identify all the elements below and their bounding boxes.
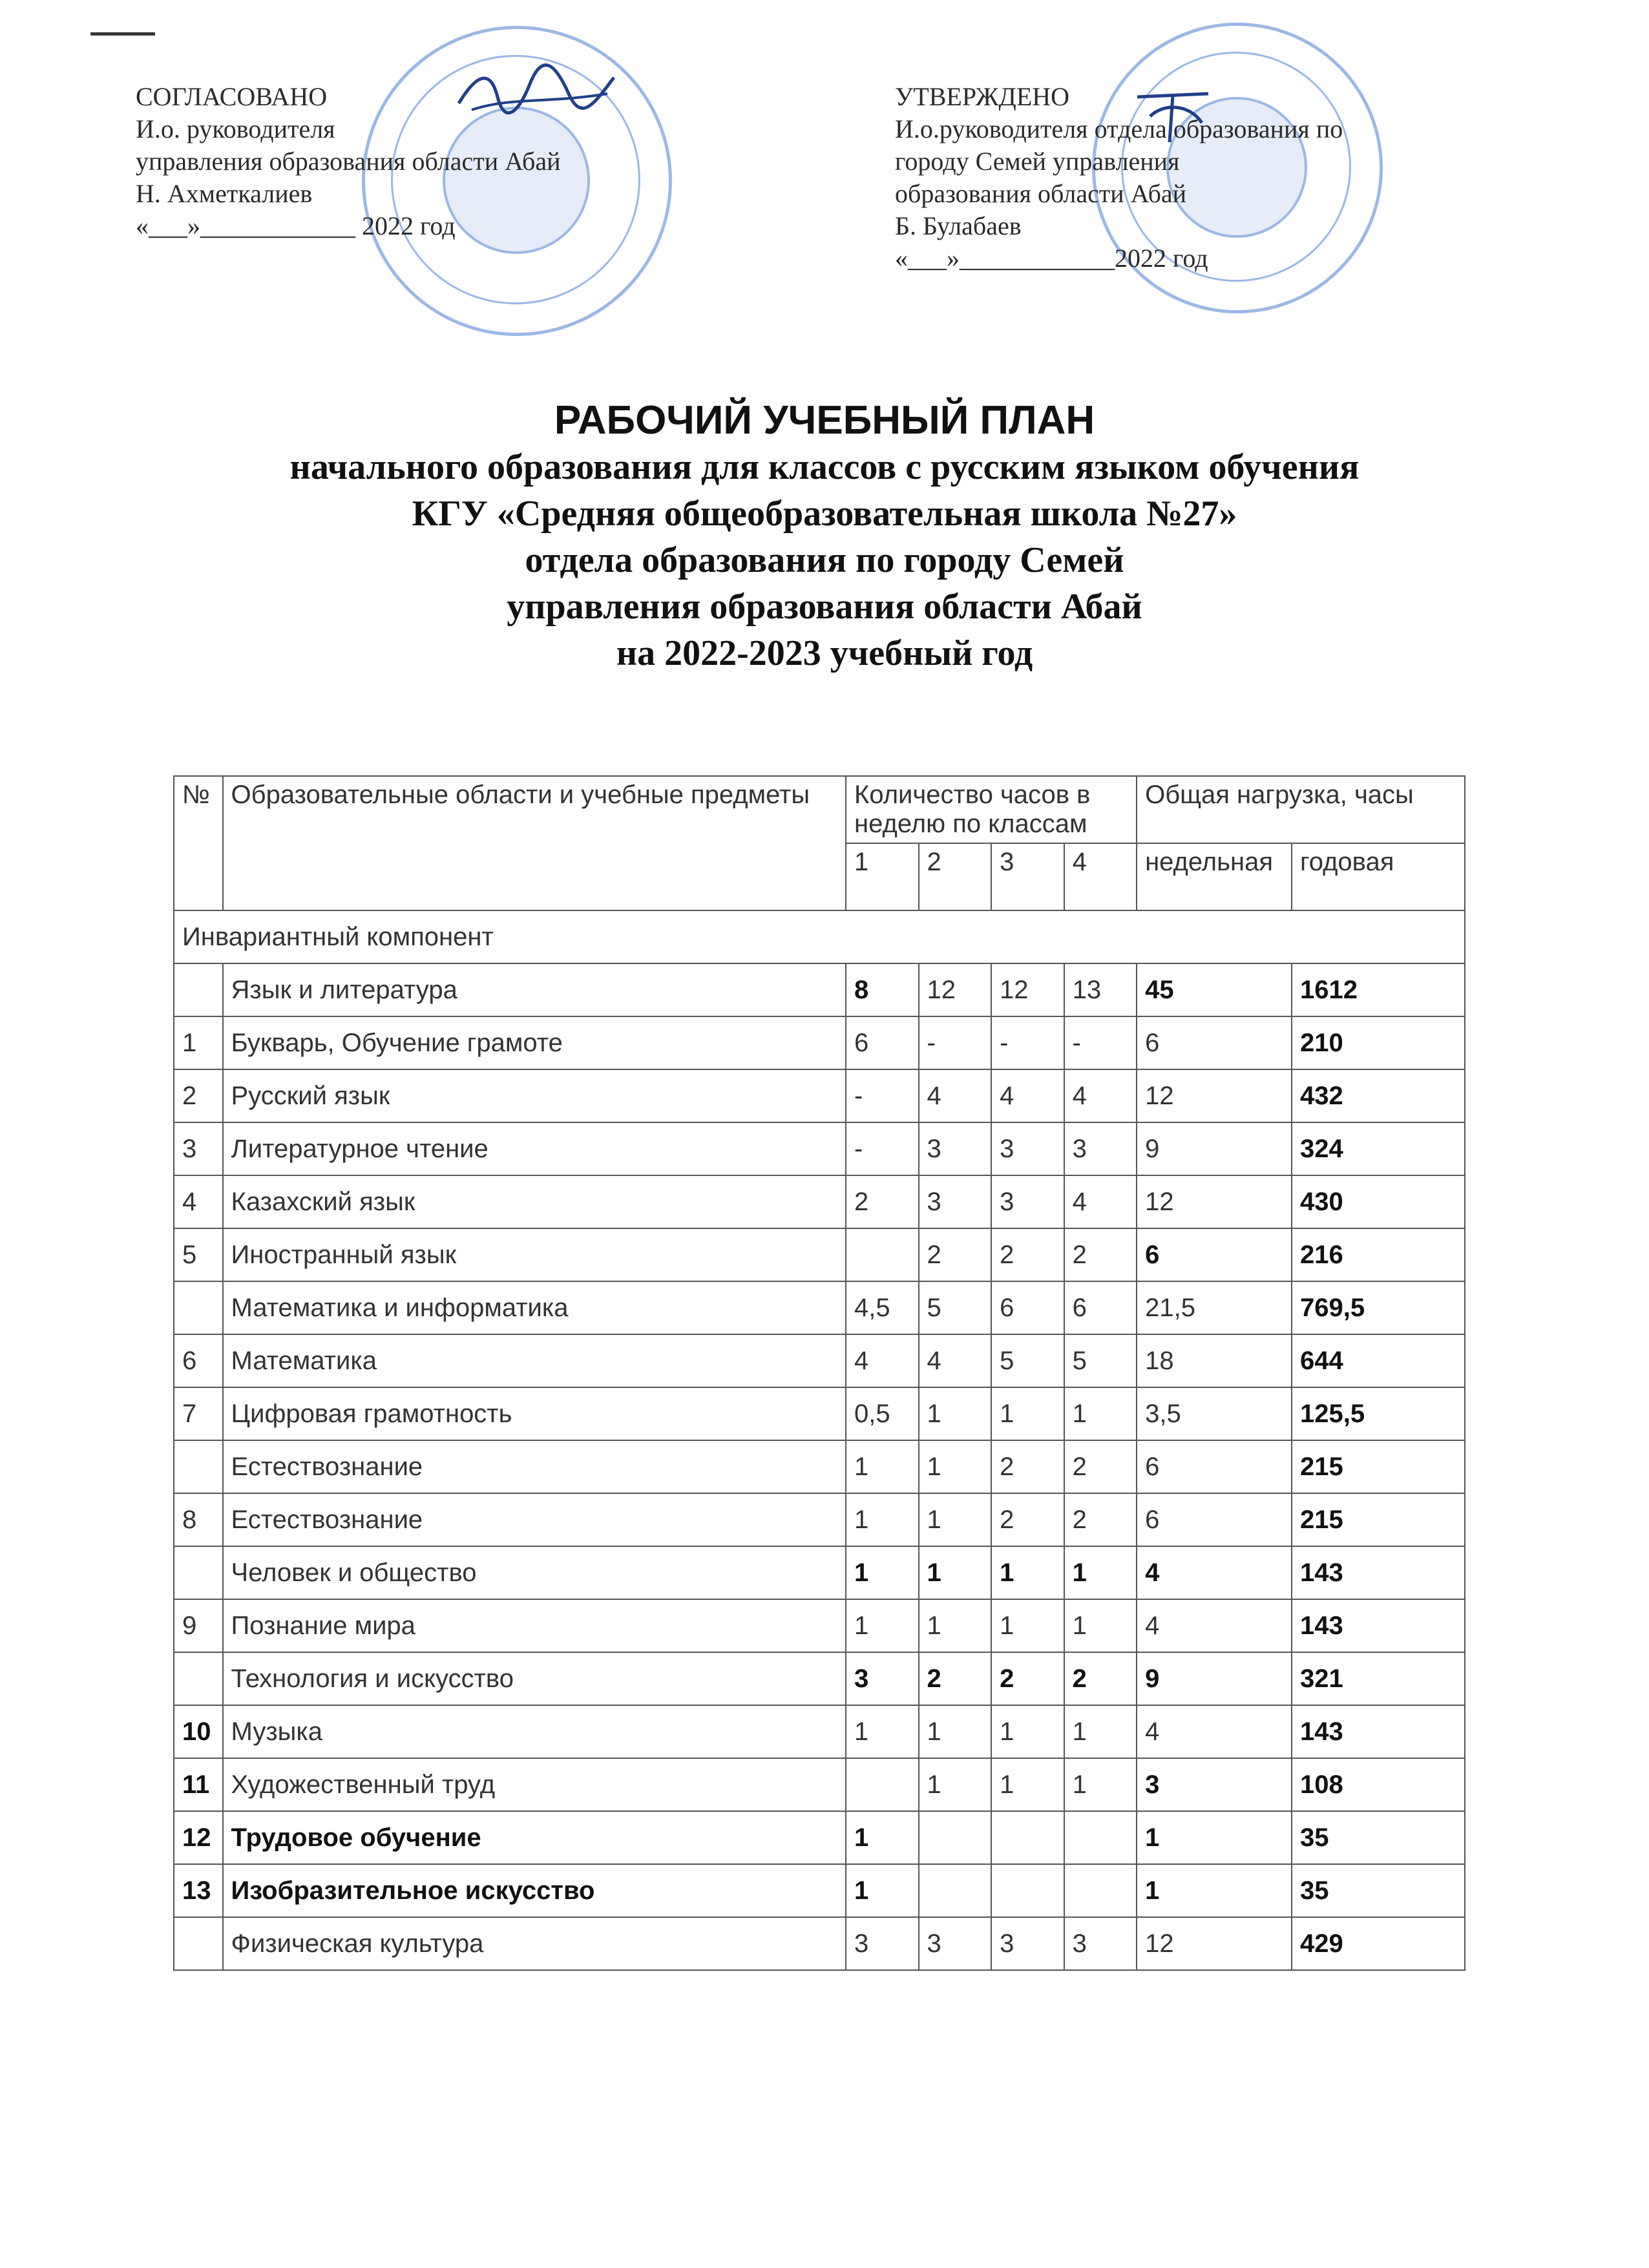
cell-c4: 1 [1064,1705,1137,1758]
table-row [174,1228,1465,1281]
title-subtitle: начального образования для классов с русским языком обучения [289,447,1360,487]
cell-c1: 1 [846,1864,919,1917]
cell-week: 12 [1137,1175,1292,1228]
curriculum-table [173,775,1465,1971]
cell-c1: 0,5 [846,1387,919,1440]
cell-c1: 6 [846,1016,919,1069]
cell-subject: Художественный труд [223,1758,846,1811]
cell-c4: 3 [1064,1122,1137,1175]
cell-year: 215 [1292,1440,1465,1493]
scan-artifact-line [90,32,155,36]
cell-year: 1612 [1292,963,1465,1016]
table-row [174,1599,1465,1652]
table-row [174,1652,1465,1705]
cell-subject: Познание мира [223,1599,846,1652]
cell-c3: 2 [991,1228,1064,1281]
cell-c2 [919,1811,992,1864]
cell-week: 21,5 [1137,1281,1292,1334]
table-row [174,1334,1465,1387]
cell-c2: 3 [919,1175,992,1228]
cell-c3: 1 [991,1758,1064,1811]
cell-c2: 4 [919,1069,992,1122]
cell-c3: 1 [991,1705,1064,1758]
cell-num: 9 [174,1599,223,1652]
cell-c3: 3 [991,1175,1064,1228]
cell-num: 11 [174,1758,223,1811]
cell-c4: 13 [1064,963,1137,1016]
cell-week: 18 [1137,1334,1292,1387]
table-row [174,1493,1465,1546]
cell-week: 6 [1137,1228,1292,1281]
cell-week: 9 [1137,1122,1292,1175]
document-title [0,397,1649,677]
cell-num [174,963,223,1016]
cell-c1: 2 [846,1175,919,1228]
approval-title: УТВЕРЖДЕНО [895,82,1070,111]
cell-year: 108 [1292,1758,1465,1811]
cell-year: 143 [1292,1705,1465,1758]
cell-subject: Музыка [223,1705,846,1758]
cell-c1: 1 [846,1599,919,1652]
cell-c1: - [846,1069,919,1122]
approval-position: И.о. руководителя [136,114,335,143]
cell-week: 6 [1137,1493,1292,1546]
cell-subject: Цифровая грамотность [223,1387,846,1440]
cell-c2 [919,1864,992,1917]
cell-c4: 2 [1064,1440,1137,1493]
cell-c4: 3 [1064,1917,1137,1970]
approval-organization-cont: образования области Абай [895,179,1187,208]
cell-c2: 3 [919,1122,992,1175]
cell-year: 215 [1292,1493,1465,1546]
cell-num: 13 [174,1864,223,1917]
cell-c4: 2 [1064,1228,1137,1281]
cell-c1: 1 [846,1546,919,1599]
cell-subject: Иностранный язык [223,1228,846,1281]
cell-c1: 3 [846,1652,919,1705]
cell-c2: - [919,1016,992,1069]
cell-c2: 1 [919,1758,992,1811]
table-row [174,1705,1465,1758]
cell-c4 [1064,1811,1137,1864]
cell-subject: Букварь, Обучение грамоте [223,1016,846,1069]
header-subject: Образовательные области и учебные предметы [223,776,846,910]
table-row [174,1069,1465,1122]
cell-c2: 1 [919,1493,992,1546]
cell-num: 4 [174,1175,223,1228]
cell-year: 430 [1292,1175,1465,1228]
cell-c3: - [991,1016,1064,1069]
cell-c1: - [846,1122,919,1175]
cell-year: 210 [1292,1016,1465,1069]
approval-block-left [136,81,561,242]
cell-c3: 6 [991,1281,1064,1334]
cell-c3: 1 [991,1546,1064,1599]
cell-week: 45 [1137,963,1292,1016]
cell-num: 12 [174,1811,223,1864]
table-row [174,1122,1465,1175]
cell-num: 7 [174,1387,223,1440]
cell-c3 [991,1811,1064,1864]
cell-num: 5 [174,1228,223,1281]
cell-c4: 2 [1064,1652,1137,1705]
cell-year: 644 [1292,1334,1465,1387]
cell-c4: 1 [1064,1387,1137,1440]
cell-num: 3 [174,1122,223,1175]
approval-organization: городу Семей управления [895,147,1180,176]
table-row [174,1440,1465,1493]
cell-c1: 3 [846,1917,919,1970]
cell-c1: 4 [846,1334,919,1387]
cell-year: 143 [1292,1546,1465,1599]
header-hours: Количество часов в неделю по классам [846,776,1137,843]
cell-subject: Русский язык [223,1069,846,1122]
cell-week: 6 [1137,1440,1292,1493]
cell-year: 35 [1292,1864,1465,1917]
cell-c1 [846,1758,919,1811]
cell-c3: 1 [991,1387,1064,1440]
cell-num [174,1546,223,1599]
header-yearly: годовая [1292,843,1465,910]
cell-year: 432 [1292,1069,1465,1122]
table-row [174,1175,1465,1228]
cell-c1: 1 [846,1811,919,1864]
cell-c4: 4 [1064,1069,1137,1122]
cell-num: 2 [174,1069,223,1122]
cell-c1: 4,5 [846,1281,919,1334]
cell-year: 769,5 [1292,1281,1465,1334]
header-load: Общая нагрузка, часы [1137,776,1465,843]
cell-subject: Язык и литература [223,963,846,1016]
approval-signer-name: Б. Булабаев [895,211,1022,240]
table-row [174,1811,1465,1864]
cell-subject: Технология и искусство [223,1652,846,1705]
cell-num: 10 [174,1705,223,1758]
cell-c3: 2 [991,1493,1064,1546]
cell-num [174,1917,223,1970]
cell-subject: Естествознание [223,1493,846,1546]
table-row [174,1864,1465,1917]
cell-c4: 5 [1064,1334,1137,1387]
cell-subject: Человек и общество [223,1546,846,1599]
cell-c2: 12 [919,963,992,1016]
cell-c3: 2 [991,1440,1064,1493]
cell-week: 3 [1137,1758,1292,1811]
cell-c4: 1 [1064,1599,1137,1652]
cell-c2: 2 [919,1228,992,1281]
cell-week: 4 [1137,1705,1292,1758]
cell-c1: 1 [846,1705,919,1758]
cell-c1: 1 [846,1493,919,1546]
cell-week: 3,5 [1137,1387,1292,1440]
header-weekly: недельная [1137,843,1292,910]
cell-year: 125,5 [1292,1387,1465,1440]
cell-num [174,1652,223,1705]
cell-week: 1 [1137,1864,1292,1917]
cell-year: 429 [1292,1917,1465,1970]
cell-c2: 1 [919,1387,992,1440]
cell-week: 1 [1137,1811,1292,1864]
approval-signer-name: Н. Ахметкалиев [136,179,313,208]
cell-c2: 2 [919,1652,992,1705]
approval-block-right [895,81,1343,275]
cell-c2: 4 [919,1334,992,1387]
section-row [174,910,1465,963]
cell-year: 216 [1292,1228,1465,1281]
table-row [174,1387,1465,1440]
cell-c4: 6 [1064,1281,1137,1334]
approval-organization: управления образования области Абай [136,147,561,176]
title-year: на 2022-2023 учебный год [616,633,1033,673]
cell-c3: 1 [991,1599,1064,1652]
approval-position: И.о.руководителя отдела образования по [895,114,1343,143]
header-class-4: 4 [1064,843,1137,910]
cell-week: 4 [1137,1599,1292,1652]
cell-c2: 1 [919,1599,992,1652]
header-num: № [174,776,223,910]
cell-week: 12 [1137,1069,1292,1122]
cell-num [174,1281,223,1334]
cell-week: 6 [1137,1016,1292,1069]
title-main: РАБОЧИЙ УЧЕБНЫЙ ПЛАН [554,398,1095,443]
cell-c2: 5 [919,1281,992,1334]
cell-year: 324 [1292,1122,1465,1175]
cell-num: 8 [174,1493,223,1546]
cell-c2: 1 [919,1546,992,1599]
cell-c1 [846,1228,919,1281]
cell-c3: 3 [991,1122,1064,1175]
cell-year: 143 [1292,1599,1465,1652]
cell-subject: Казахский язык [223,1175,846,1228]
cell-num [174,1440,223,1493]
cell-c4: 1 [1064,1546,1137,1599]
table-row [174,1016,1465,1069]
cell-subject: Математика [223,1334,846,1387]
table-row [174,1281,1465,1334]
table-row [174,1917,1465,1970]
cell-week: 4 [1137,1546,1292,1599]
approval-date: «___»____________2022 год [895,244,1208,273]
cell-c4: 2 [1064,1493,1137,1546]
header-class-1: 1 [846,843,919,910]
table-row [174,963,1465,1016]
cell-c1: 8 [846,963,919,1016]
cell-year: 321 [1292,1652,1465,1705]
cell-c4 [1064,1864,1137,1917]
cell-c3: 12 [991,963,1064,1016]
title-administration: управления образования области Абай [507,587,1142,627]
title-school: КГУ «Средняя общеобразовательная школа №27» [412,494,1237,534]
cell-c2: 1 [919,1440,992,1493]
cell-subject: Математика и информатика [223,1281,846,1334]
cell-num: 6 [174,1334,223,1387]
cell-subject: Изобразительное искусство [223,1864,846,1917]
cell-week: 9 [1137,1652,1292,1705]
header-class-3: 3 [991,843,1064,910]
cell-c3 [991,1864,1064,1917]
cell-c3: 3 [991,1917,1064,1970]
table-row [174,1546,1465,1599]
cell-subject: Естествознание [223,1440,846,1493]
cell-c1: 1 [846,1440,919,1493]
cell-year: 35 [1292,1811,1465,1864]
section-label: Инвариантный компонент [174,910,1465,963]
table-row [174,1758,1465,1811]
cell-week: 12 [1137,1917,1292,1970]
cell-subject: Трудовое обучение [223,1811,846,1864]
cell-c3: 5 [991,1334,1064,1387]
cell-c3: 4 [991,1069,1064,1122]
cell-num: 1 [174,1016,223,1069]
approval-date: «___»____________ 2022 год [136,211,456,240]
title-department: отдела образования по городу Семей [525,540,1124,580]
cell-c2: 3 [919,1917,992,1970]
cell-c4: 1 [1064,1758,1137,1811]
cell-subject: Физическая культура [223,1917,846,1970]
cell-c2: 1 [919,1705,992,1758]
cell-c4: 4 [1064,1175,1137,1228]
cell-c4: - [1064,1016,1137,1069]
approval-title: СОГЛАСОВАНО [136,82,328,111]
table-header-row [174,776,1465,843]
header-class-2: 2 [919,843,992,910]
cell-subject: Литературное чтение [223,1122,846,1175]
cell-c3: 2 [991,1652,1064,1705]
